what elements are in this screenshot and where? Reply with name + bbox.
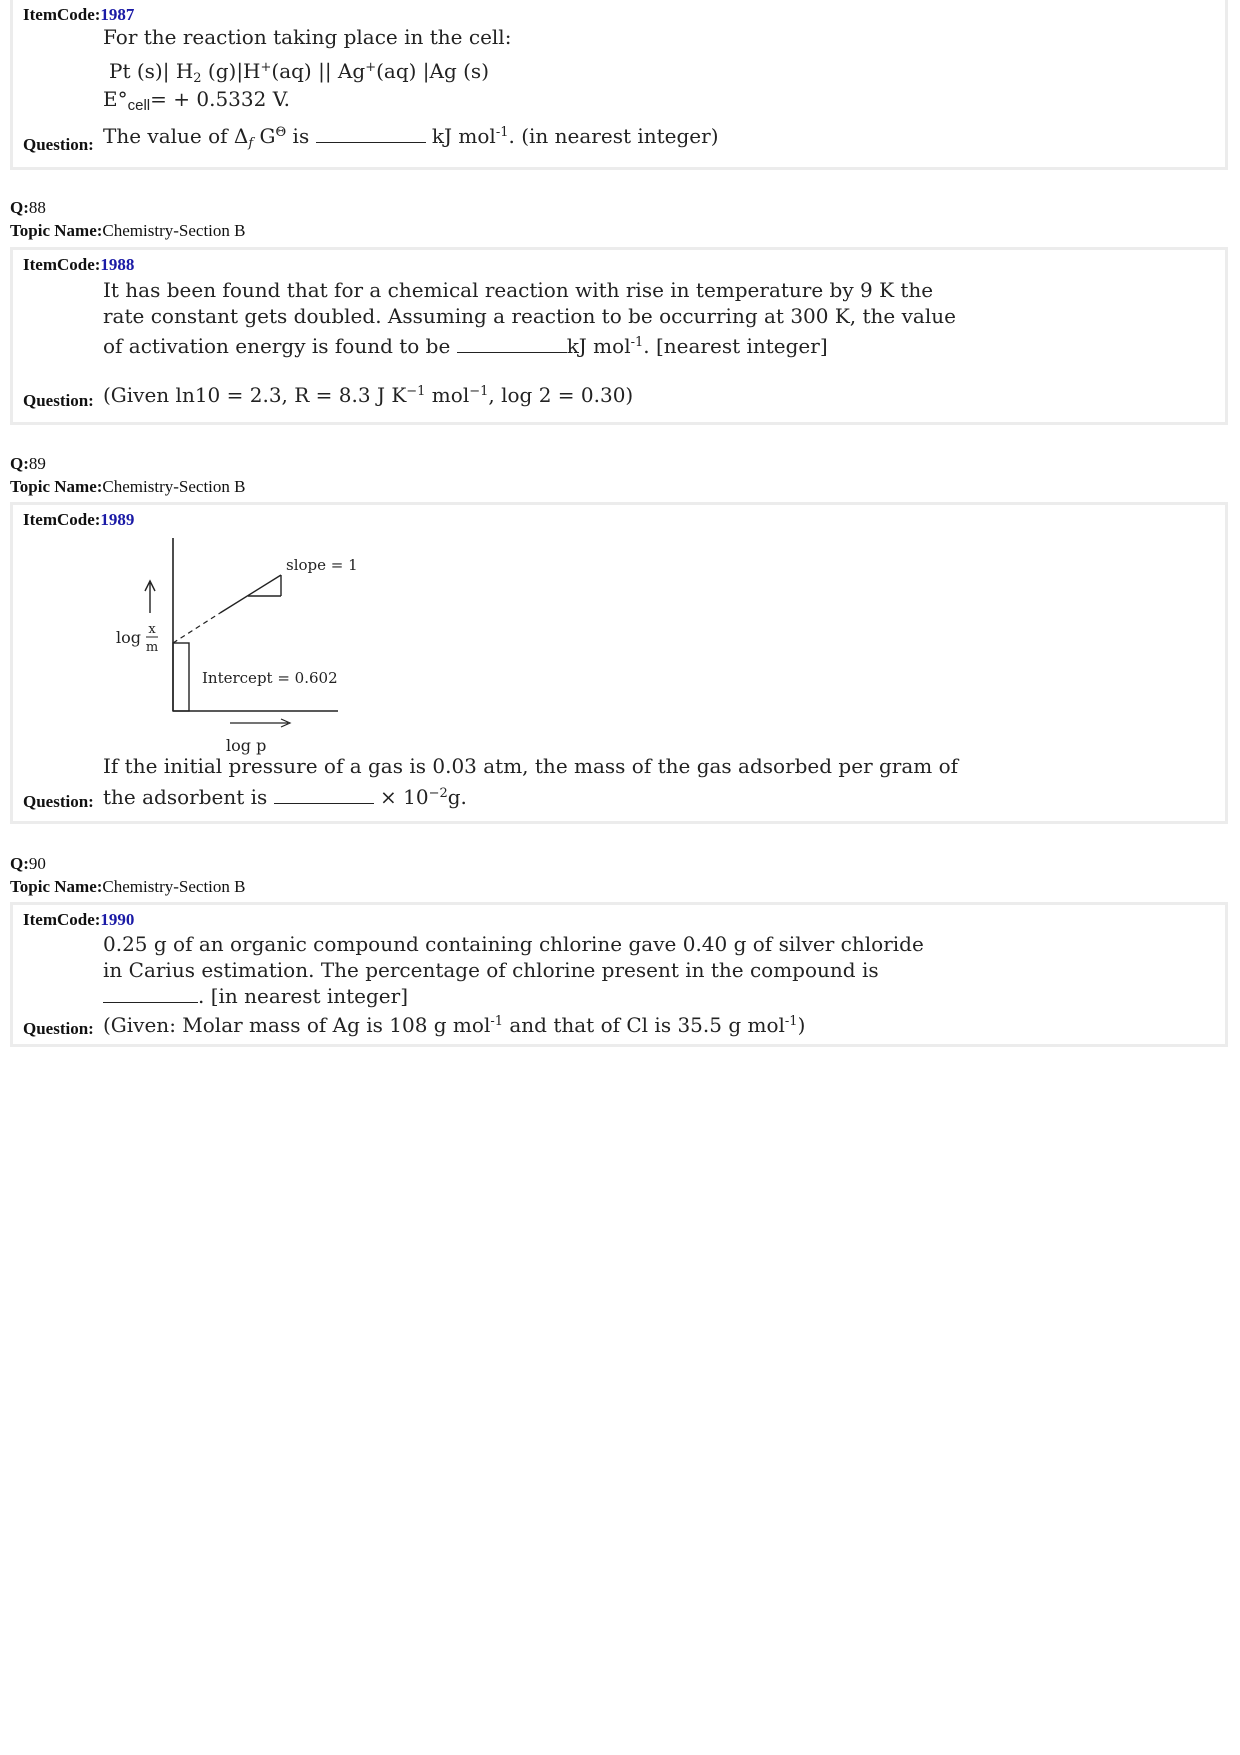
given-sup-2: −1 <box>469 384 489 399</box>
question-label: Question: <box>23 391 94 410</box>
q-number: 88 <box>28 198 46 217</box>
given-mid: and that of Cl is 35.5 g mol <box>503 1013 785 1037</box>
item-code-label: ItemCode: <box>23 5 101 24</box>
question-block-1990 <box>10 902 1228 1047</box>
question-meta-90 <box>10 852 245 898</box>
item-code-value: 1989 <box>100 510 135 529</box>
text-line-1: It has been found that for a chemical reaction with rise in temperature by 9 K the <box>103 278 934 302</box>
cell-part-mid2: (aq) || Ag <box>271 59 366 83</box>
text-line-3-tail: . [nearest integer] <box>643 334 828 358</box>
question-text-line <box>103 330 828 359</box>
prompt-is: is <box>286 124 316 148</box>
topic-name: Chemistry-Section B <box>102 221 246 240</box>
ecell-e: E° <box>103 87 128 111</box>
topic-label: Topic Name: <box>10 477 103 496</box>
text-line-3: . [in nearest integer] <box>198 984 408 1008</box>
given-mid: mol <box>425 383 470 407</box>
question-text-line <box>103 277 933 303</box>
question-text-line <box>103 957 879 983</box>
question-text-line <box>103 983 408 1009</box>
question-text-line <box>103 24 511 50</box>
item-code-value: 1990 <box>100 910 135 929</box>
question-text-line <box>103 931 924 957</box>
item-code-row <box>23 5 134 25</box>
text-line-3-sup: -1 <box>630 335 644 350</box>
text-line-2: in Carius estimation. The percentage of chlorine present in the compound is <box>103 958 879 982</box>
dashed-line <box>173 613 220 643</box>
prompt-unit-sup: -1 <box>495 125 509 140</box>
text-line-3-pre: of activation energy is found to be <box>103 334 457 358</box>
intercept-label: Intercept = 0.602 <box>202 669 338 687</box>
text-line-2-pre: the adsorbent is <box>103 785 274 809</box>
prompt-theta: Θ <box>275 125 287 140</box>
given-sup-2: -1 <box>784 1014 798 1029</box>
prompt-tail: . (in nearest integer) <box>508 124 719 148</box>
question-block-1987 <box>10 0 1228 170</box>
item-code-value: 1988 <box>100 255 135 274</box>
cell-hplus-superscript: + <box>260 60 272 75</box>
slope-label: slope = 1 <box>286 556 358 574</box>
item-code-row <box>23 255 134 275</box>
question-block-1988 <box>10 247 1228 425</box>
text-line-2-sup: −2 <box>428 786 448 801</box>
given-tail: ) <box>797 1013 806 1037</box>
prompt-unit: kJ mol <box>425 124 496 148</box>
given-data <box>103 1009 805 1038</box>
prompt-f-subscript: f <box>248 136 254 151</box>
item-code-label: ItemCode: <box>23 910 101 929</box>
q-number-label: Q: <box>10 198 29 217</box>
item-code-row <box>23 510 134 530</box>
topic-label: Topic Name: <box>10 877 103 896</box>
question-text-line <box>103 753 958 779</box>
given-pre: (Given ln10 = 2.3, R = 8.3 J K <box>103 383 407 407</box>
y-axis-label-m: m <box>145 640 159 655</box>
topic-label: Topic Name: <box>10 221 103 240</box>
q-number-label: Q: <box>10 454 29 473</box>
prompt-prefix: The value of Δ <box>103 124 249 148</box>
question-text-line <box>103 781 467 810</box>
text-line-3-unit: kJ mol <box>566 334 631 358</box>
cell-part-pt: Pt (s)| H <box>109 59 194 83</box>
item-code-label: ItemCode: <box>23 255 101 274</box>
cell-h2-subscript: 2 <box>193 71 202 86</box>
item-code-row <box>23 910 134 930</box>
isotherm-line <box>220 575 281 613</box>
intercept-bracket <box>173 643 189 711</box>
cell-part-end: (aq) |Ag (s) <box>376 59 489 83</box>
ecell-subscript: cell <box>127 97 151 114</box>
text-line-2-times: × 10 <box>373 785 429 809</box>
question-label: Question: <box>23 792 94 811</box>
question-prompt <box>103 120 719 157</box>
text-line-1: 0.25 g of an organic compound containing chlorine gave 0.40 g of silver chloride <box>103 932 924 956</box>
given-pre: (Given: Molar mass of Ag is 108 g mol <box>103 1013 491 1037</box>
question-meta-88 <box>10 196 245 242</box>
ecell-val: = + 0.5332 V. <box>150 87 290 111</box>
question-block-1989 <box>10 502 1228 824</box>
ecell-value <box>103 86 290 119</box>
prompt-g: G <box>253 124 276 148</box>
given-data <box>103 379 633 408</box>
question-label: Question: <box>23 135 94 154</box>
answer-blank[interactable] <box>274 785 374 804</box>
q-number-label: Q: <box>10 854 29 873</box>
answer-blank[interactable] <box>457 334 567 353</box>
topic-name: Chemistry-Section B <box>102 877 246 896</box>
text-line-1: For the reaction taking place in the cell: <box>103 25 512 49</box>
y-axis-label-x: x <box>148 622 156 637</box>
text-line-2-tail: g. <box>447 785 467 809</box>
x-axis-label: log p <box>226 736 267 755</box>
answer-blank[interactable] <box>316 124 426 143</box>
y-axis-label-log: log <box>116 628 141 647</box>
q-number: 90 <box>28 854 46 873</box>
question-text-line <box>103 303 956 329</box>
topic-name: Chemistry-Section B <box>102 477 246 496</box>
text-line-1: If the initial pressure of a gas is 0.03 atm, the mass of the gas adsorbed per gram of <box>103 754 959 778</box>
item-code-label: ItemCode: <box>23 510 101 529</box>
given-tail: , log 2 = 0.30) <box>488 383 634 407</box>
item-code-value: 1987 <box>100 5 135 24</box>
given-sup-1: -1 <box>490 1014 504 1029</box>
q-number: 89 <box>28 454 46 473</box>
question-label: Question: <box>23 1019 94 1038</box>
answer-blank[interactable] <box>103 984 198 1003</box>
question-meta-89 <box>10 452 245 498</box>
adsorption-graph <box>98 533 398 763</box>
cell-agplus-superscript: + <box>365 60 377 75</box>
given-sup-1: −1 <box>406 384 426 399</box>
text-line-2: rate constant gets doubled. Assuming a reaction to be occurring at 300 K, the value <box>103 304 956 328</box>
cell-part-mid: (g)|H <box>201 59 261 83</box>
